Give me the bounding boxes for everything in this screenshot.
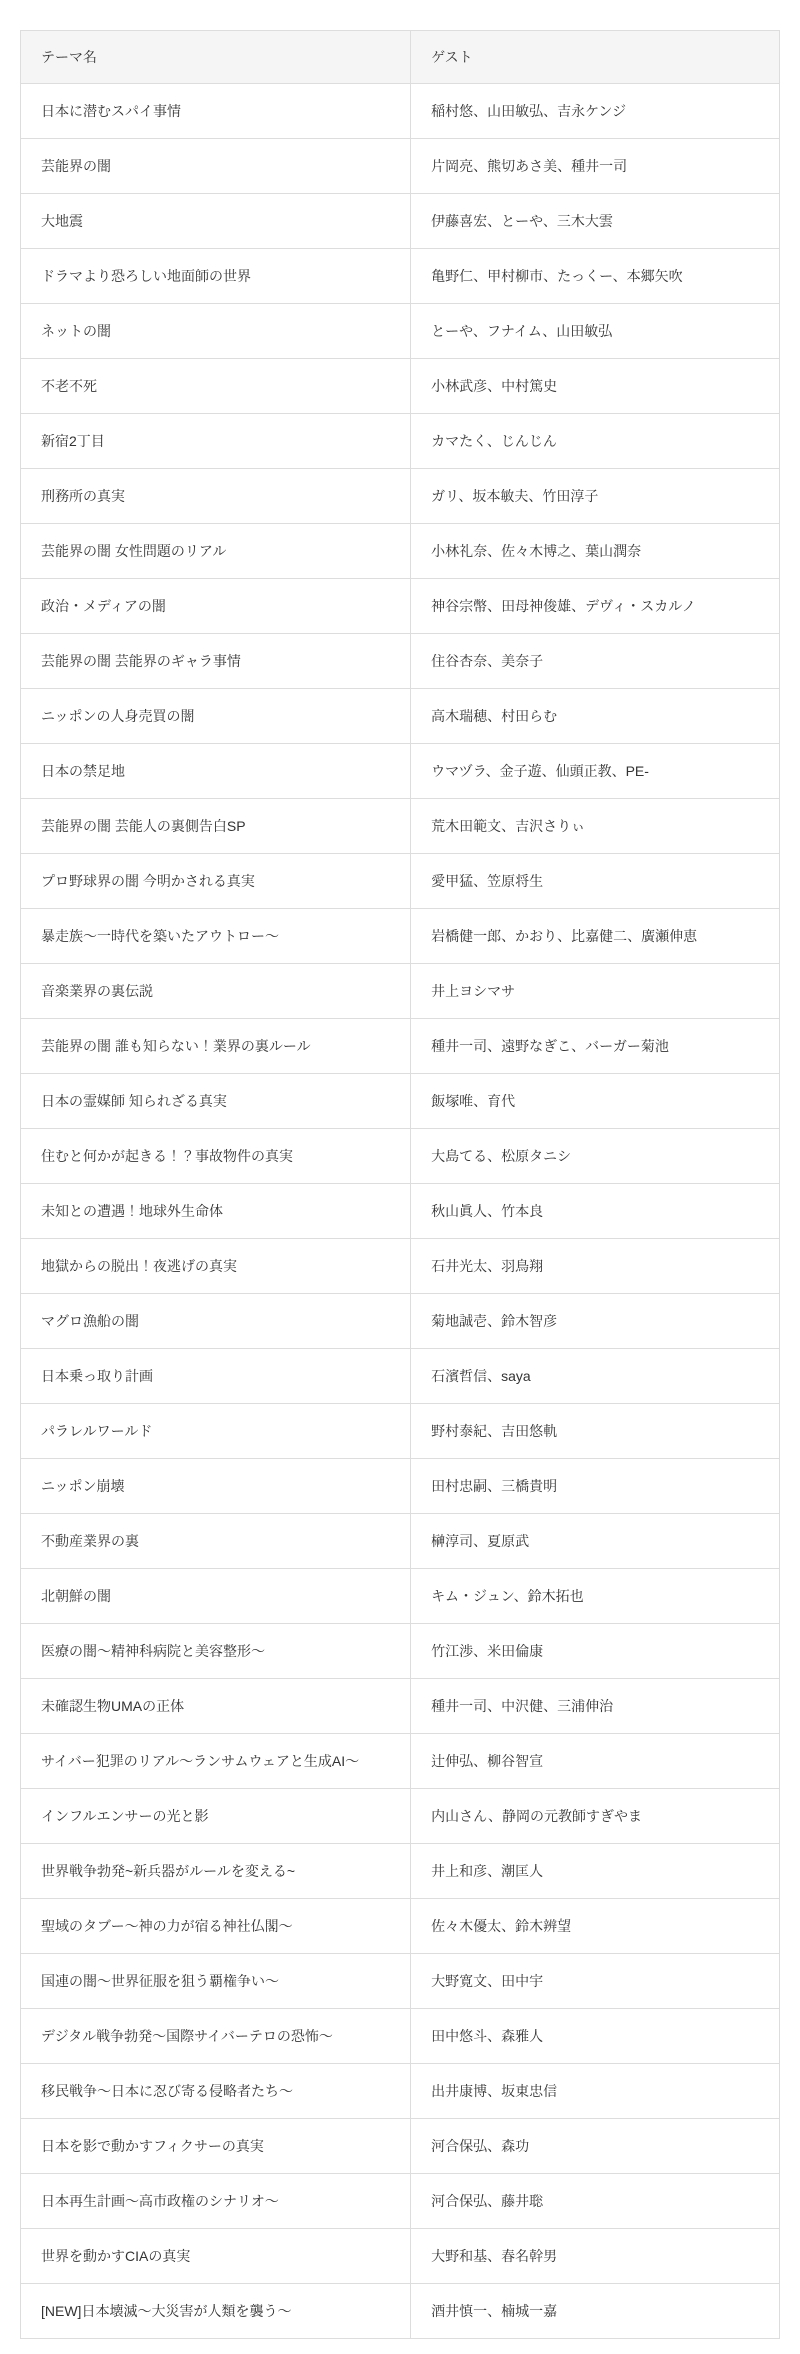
table-row (21, 744, 780, 799)
table-row (21, 2229, 780, 2284)
table-row (21, 414, 780, 469)
guest-cell: 小林武彦、中村篤史 (411, 359, 780, 414)
theme-cell: 日本の禁足地 (21, 744, 411, 799)
table-row (21, 909, 780, 964)
guest-cell: 岩橋健一郎、かおり、比嘉健二、廣瀬伸恵 (411, 909, 780, 964)
theme-cell: 大地震 (21, 194, 411, 249)
guest-cell: 河合保弘、藤井聡 (411, 2174, 780, 2229)
guest-cell: 榊淳司、夏原武 (411, 1514, 780, 1569)
guest-cell: 大野寛文、田中宇 (411, 1954, 780, 2009)
theme-cell: 芸能界の闇 芸能界のギャラ事情 (21, 634, 411, 689)
table-row (21, 84, 780, 139)
table-row (21, 634, 780, 689)
table-row (21, 359, 780, 414)
episode-guest-table (20, 30, 780, 2339)
guest-cell: 住谷杏奈、美奈子 (411, 634, 780, 689)
guest-cell: 竹江渉、米田倫康 (411, 1624, 780, 1679)
guest-cell: 飯塚唯、育代 (411, 1074, 780, 1129)
table-row (21, 1239, 780, 1294)
theme-cell: 世界戦争勃発~新兵器がルールを変える~ (21, 1844, 411, 1899)
table-row (21, 2009, 780, 2064)
theme-cell: 政治・メディアの闇 (21, 579, 411, 634)
guest-cell: 石濱哲信、saya (411, 1349, 780, 1404)
theme-cell: 日本乗っ取り計画 (21, 1349, 411, 1404)
guest-cell: 神谷宗幣、田母神俊雄、デヴィ・スカルノ (411, 579, 780, 634)
table-row (21, 689, 780, 744)
theme-cell: ネットの闇 (21, 304, 411, 359)
theme-cell: 国連の闇～世界征服を狙う覇権争い～ (21, 1954, 411, 2009)
theme-cell: 暴走族～一時代を築いたアウトロー～ (21, 909, 411, 964)
theme-cell: 芸能界の闇 誰も知らない！業界の裏ルール (21, 1019, 411, 1074)
theme-cell: 音楽業界の裏伝説 (21, 964, 411, 1019)
table-row (21, 2284, 780, 2339)
theme-cell: マグロ漁船の闇 (21, 1294, 411, 1349)
theme-cell: 聖域のタブー～神の力が宿る神社仏閣～ (21, 1899, 411, 1954)
table-row (21, 964, 780, 1019)
table-row (21, 1789, 780, 1844)
theme-cell: 芸能界の闇 女性問題のリアル (21, 524, 411, 579)
table-row (21, 1844, 780, 1899)
guest-cell: キム・ジュン、鈴木拓也 (411, 1569, 780, 1624)
theme-cell: ニッポンの人身売買の闇 (21, 689, 411, 744)
table-row (21, 1349, 780, 1404)
table-row (21, 1404, 780, 1459)
guest-cell: 荒木田範文、吉沢さりぃ (411, 799, 780, 854)
table-row (21, 1899, 780, 1954)
guest-cell: 高木瑞穂、村田らむ (411, 689, 780, 744)
guest-cell: とーや、フナイム、山田敏弘 (411, 304, 780, 359)
theme-cell: 不動産業界の裏 (21, 1514, 411, 1569)
guest-cell: 石井光太、羽鳥翔 (411, 1239, 780, 1294)
guest-cell: 井上和彦、潮匡人 (411, 1844, 780, 1899)
guest-cell: 片岡亮、熊切あさ美、種井一司 (411, 139, 780, 194)
table-row (21, 799, 780, 854)
guest-cell: 野村泰紀、吉田悠軌 (411, 1404, 780, 1459)
theme-cell: 日本の霊媒師 知られざる真実 (21, 1074, 411, 1129)
table-header (21, 31, 780, 84)
theme-cell: 日本再生計画～高市政権のシナリオ～ (21, 2174, 411, 2229)
table-row (21, 1624, 780, 1679)
table-row (21, 194, 780, 249)
table-row (21, 1294, 780, 1349)
theme-cell: パラレルワールド (21, 1404, 411, 1459)
theme-cell: 不老不死 (21, 359, 411, 414)
theme-cell: ドラマより恐ろしい地面師の世界 (21, 249, 411, 304)
theme-cell: 住むと何かが起きる！？事故物件の真実 (21, 1129, 411, 1184)
theme-cell: インフルエンサーの光と影 (21, 1789, 411, 1844)
table-row (21, 304, 780, 359)
guest-cell: 大島てる、松原タニシ (411, 1129, 780, 1184)
theme-cell: プロ野球界の闇 今明かされる真実 (21, 854, 411, 909)
guest-cell: 種井一司、中沢健、三浦伸治 (411, 1679, 780, 1734)
table-row (21, 2064, 780, 2119)
guest-cell: 田中悠斗、森雅人 (411, 2009, 780, 2064)
theme-cell: サイバー犯罪のリアル～ランサムウェアと生成AI～ (21, 1734, 411, 1789)
guest-cell: ウマヅラ、金子遊、仙頭正教、PE- (411, 744, 780, 799)
table-row (21, 2174, 780, 2229)
table-row (21, 1074, 780, 1129)
theme-cell: 芸能界の闇 芸能人の裏側告白SP (21, 799, 411, 854)
guest-cell: 愛甲猛、笠原将生 (411, 854, 780, 909)
guest-cell: 菊地誠壱、鈴木智彦 (411, 1294, 780, 1349)
guest-cell: 伊藤喜宏、とーや、三木大雲 (411, 194, 780, 249)
theme-cell: 未知との遭遇！地球外生命体 (21, 1184, 411, 1239)
guest-cell: 井上ヨシマサ (411, 964, 780, 1019)
theme-cell: 未確認生物UMAの正体 (21, 1679, 411, 1734)
table-row (21, 1679, 780, 1734)
theme-cell: 医療の闇～精神科病院と美容整形～ (21, 1624, 411, 1679)
table-row (21, 249, 780, 304)
table-row (21, 1954, 780, 2009)
guest-cell: 亀野仁、甲村柳市、たっくー、本郷矢吹 (411, 249, 780, 304)
theme-cell: 北朝鮮の闇 (21, 1569, 411, 1624)
table-row (21, 139, 780, 194)
theme-cell: 新宿2丁目 (21, 414, 411, 469)
guest-cell: 秋山眞人、竹本良 (411, 1184, 780, 1239)
theme-cell: 地獄からの脱出！夜逃げの真実 (21, 1239, 411, 1294)
theme-cell: 日本を影で動かすフィクサーの真実 (21, 2119, 411, 2174)
guest-cell: 出井康博、坂東忠信 (411, 2064, 780, 2119)
table-row (21, 524, 780, 579)
column-header-theme: テーマ名 (21, 31, 411, 84)
guest-cell: 辻伸弘、柳谷智宣 (411, 1734, 780, 1789)
guest-cell: 小林礼奈、佐々木博之、葉山潤奈 (411, 524, 780, 579)
table-row (21, 1734, 780, 1789)
guest-cell: ガリ、坂本敏夫、竹田淳子 (411, 469, 780, 524)
theme-cell: 芸能界の闇 (21, 139, 411, 194)
column-header-guest: ゲスト (411, 31, 780, 84)
theme-cell: デジタル戦争勃発～国際サイバーテロの恐怖～ (21, 2009, 411, 2064)
table-row (21, 1569, 780, 1624)
header-row (21, 31, 780, 84)
guest-cell: 稲村悠、山田敏弘、吉永ケンジ (411, 84, 780, 139)
guest-cell: 内山さん、静岡の元教師すぎやま (411, 1789, 780, 1844)
theme-cell: 世界を動かすCIAの真実 (21, 2229, 411, 2284)
guest-cell: 大野和基、春名幹男 (411, 2229, 780, 2284)
table-row (21, 1459, 780, 1514)
guest-cell: 田村忠嗣、三橋貴明 (411, 1459, 780, 1514)
theme-cell: 移民戦争～日本に忍び寄る侵略者たち～ (21, 2064, 411, 2119)
table-row (21, 469, 780, 524)
theme-cell: ニッポン崩壊 (21, 1459, 411, 1514)
table-row (21, 1019, 780, 1074)
guest-cell: カマたく、じんじん (411, 414, 780, 469)
table-row (21, 1184, 780, 1239)
guest-cell: 佐々木優太、鈴木辨望 (411, 1899, 780, 1954)
guest-cell: 酒井慎一、楠城一嘉 (411, 2284, 780, 2339)
guest-cell: 種井一司、遠野なぎこ、バーガー菊池 (411, 1019, 780, 1074)
table-row (21, 1129, 780, 1184)
theme-cell: [NEW]日本壊滅～大災害が人類を襲う～ (21, 2284, 411, 2339)
guest-cell: 河合保弘、森功 (411, 2119, 780, 2174)
table-row (21, 2119, 780, 2174)
theme-cell: 日本に潜むスパイ事情 (21, 84, 411, 139)
theme-cell: 刑務所の真実 (21, 469, 411, 524)
table-row (21, 1514, 780, 1569)
table-row (21, 854, 780, 909)
table-row (21, 579, 780, 634)
table-body (21, 84, 780, 2339)
